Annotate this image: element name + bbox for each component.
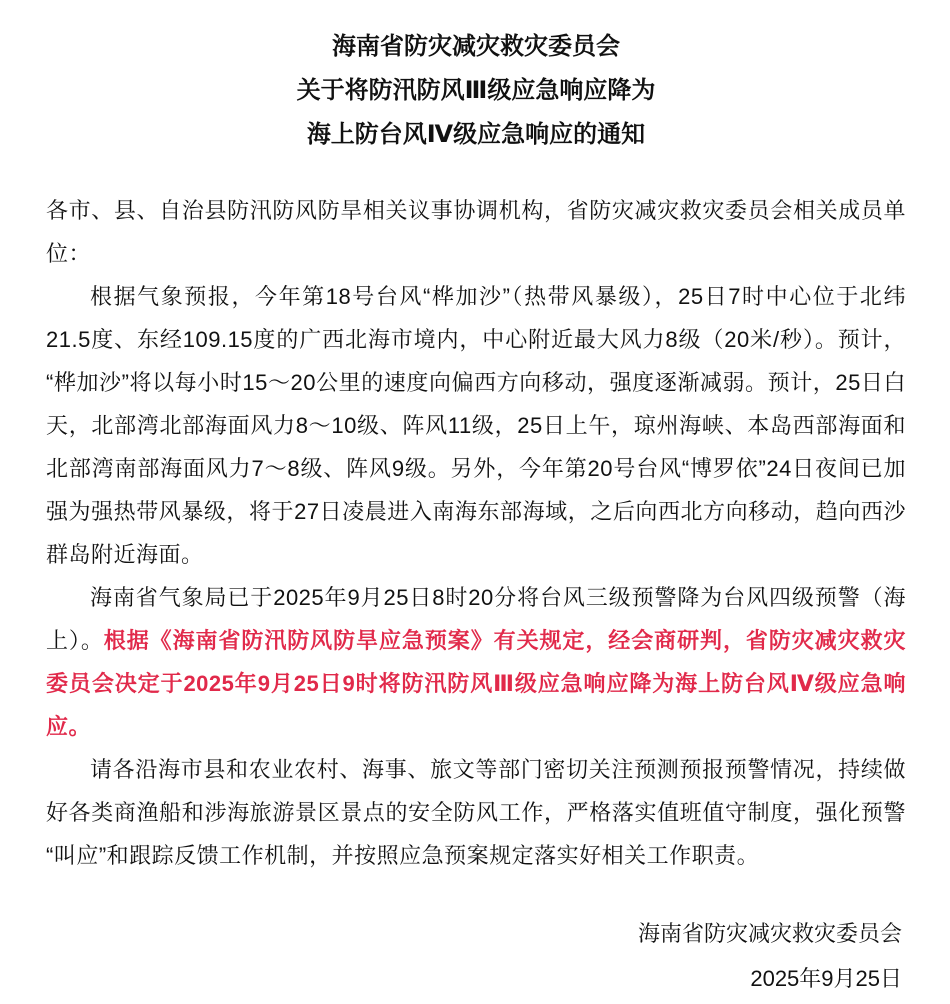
decision-red-text: 根据《海南省防汛防风防旱应急预案》有关规定，经会商研判，省防灾减灾救灾委员会决定于2025年9月25日9时将防汛防风Ⅲ级应急响应降为海上防台风Ⅳ级应急响应。 — [46, 628, 906, 739]
signature-org: 海南省防灾减灾救灾委员会 — [637, 921, 902, 946]
title-line-3: 海上防台风Ⅳ级应急响应的通知 — [306, 121, 646, 148]
document-title — [46, 25, 906, 157]
paragraph-typhoon-forecast: 根据气象预报，今年第18号台风“桦加沙”（热带风暴级），25日7时中心位于北纬21.5度、东经109.15度的广西北海市境内，中心附近最大风力8级（20米/秒）。预计，“桦加沙”将以每小时15～20公里的速度向偏西方向移动，强度逐渐减弱。预计，25日白天，北部湾北部海面风力8～10级、阵风11级，25日上午，琼州海峡、本岛西部海面和北部湾南部海面风力7～8级、阵风9级。另外，今年第20号台风“博罗依”24日夜间已加强为强热带风暴级，将于27日凌晨进入南海东部海域，之后向西北方向移动，趋向西沙群岛附近海面。 — [46, 284, 906, 567]
title-line-1: 海南省防灾减灾救灾委员会 — [332, 33, 620, 60]
paragraph-work-requirements: 请各沿海市县和农业农村、海事、旅文等部门密切关注预测预报预警情况，持续做好各类商渔船和涉海旅游景区景点的安全防风工作，严格落实值班值守制度，强化预警“叫应”和跟踪反馈工作机制，并按照应急预案规定落实好相关工作职责。 — [46, 757, 906, 868]
title-line-2: 关于将防汛防风Ⅲ级应急响应降为 — [296, 77, 656, 104]
document-body — [46, 189, 906, 877]
paragraph-response-decision — [46, 576, 906, 748]
salutation: 各市、县、自治县防汛防风防旱相关议事协调机构，省防灾减灾救灾委员会相关成员单位： — [46, 198, 906, 266]
decision-lead-text: 海南省气象局已于2025年9月25日8时20分将台风三级预警降为台风四级预警（海上）。 — [46, 585, 906, 653]
signature-date: 2025年9月25日 — [750, 966, 902, 991]
signature — [46, 911, 906, 1001]
